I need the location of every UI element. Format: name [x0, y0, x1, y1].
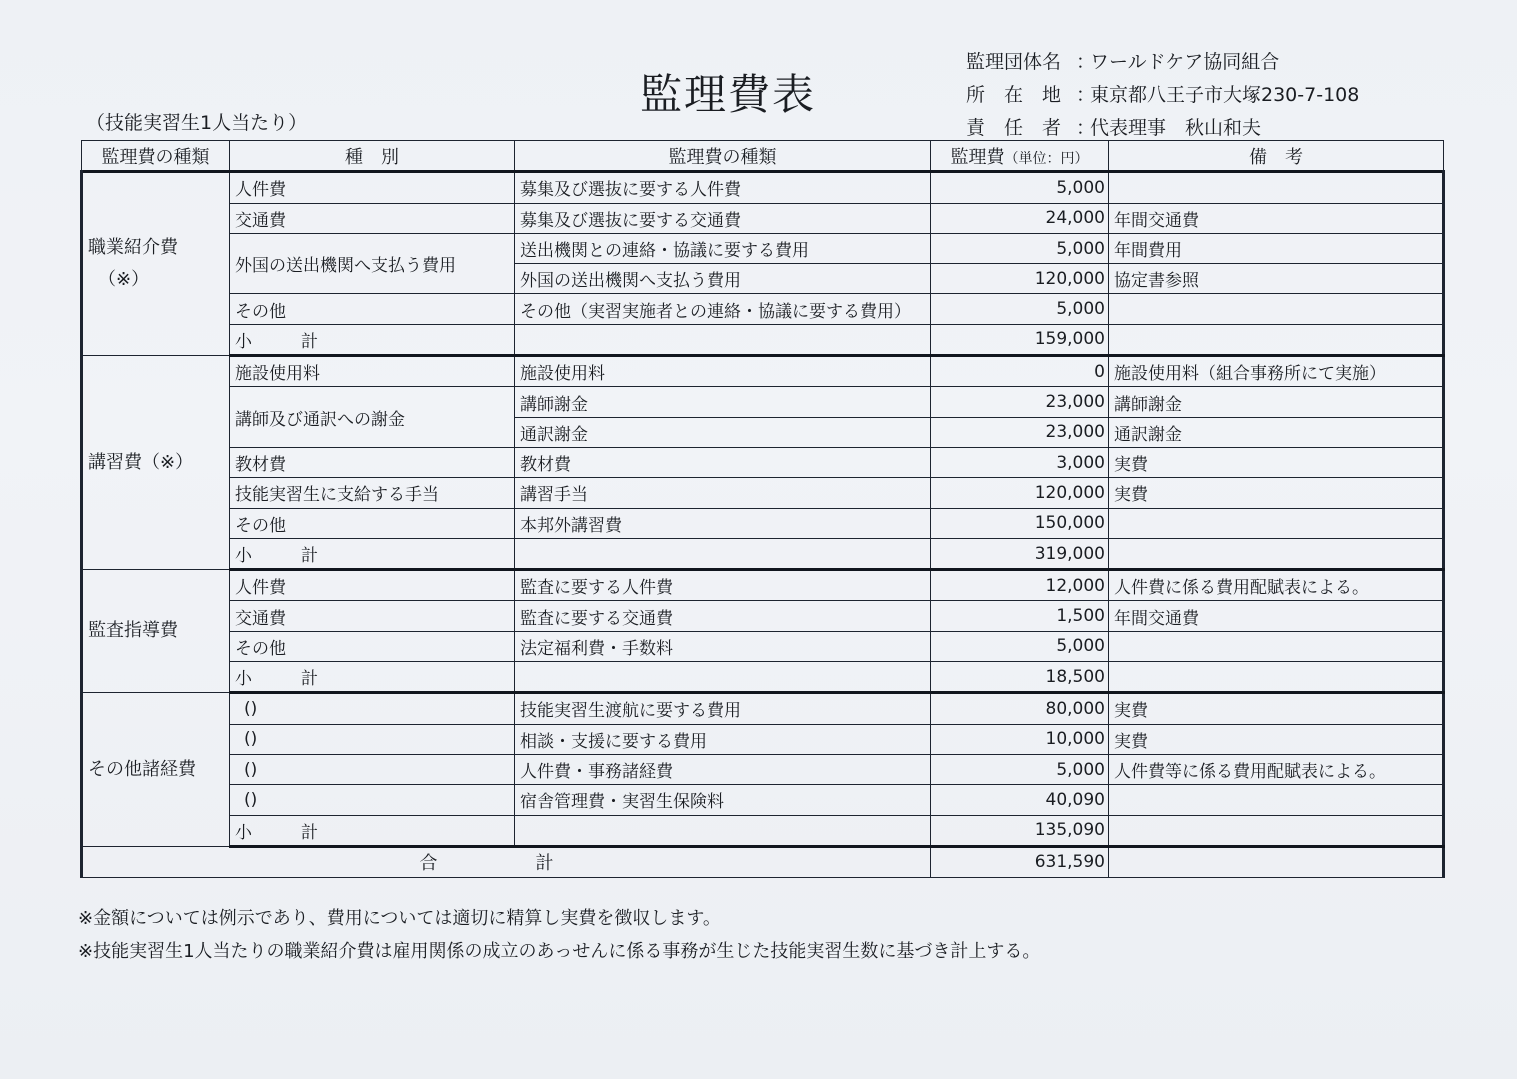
- org-name-label: 監理団体名: [966, 51, 1062, 73]
- amount-cell: 0: [931, 356, 1109, 387]
- amount-cell: 80,000: [931, 693, 1109, 724]
- detail-cell-empty: [515, 324, 931, 355]
- kind-cell: 技能実習生に支給する手当: [230, 478, 515, 508]
- detail-cell-empty: [515, 815, 931, 846]
- detail-cell: 施設使用料: [515, 356, 931, 387]
- org-name-row: [966, 46, 1359, 79]
- subtotal-label: 小 計: [230, 815, 515, 846]
- subtotal-label: 小 計: [230, 662, 515, 693]
- detail-cell: 人件費・事務諸経費: [515, 754, 931, 784]
- subtotal-label: 小 計: [230, 538, 515, 569]
- amount-cell: 120,000: [931, 264, 1109, 294]
- section-name-audit: 監査指導費: [82, 570, 230, 693]
- amount-cell: 23,000: [931, 387, 1109, 417]
- kind-cell: 交通費: [230, 203, 515, 233]
- kind-cell: (): [230, 724, 515, 754]
- kind-cell: その他: [230, 508, 515, 538]
- detail-cell: その他（実習実施者との連絡・協議に要する費用）: [515, 294, 931, 324]
- remarks-cell-empty: [1109, 324, 1444, 355]
- remarks-cell: 通訳謝金: [1109, 417, 1444, 447]
- org-address-row: [966, 79, 1359, 112]
- subtotal-amount: 18,500: [931, 662, 1109, 693]
- footnote: ※技能実習生1人当たりの職業紹介費は雇用関係の成立のあっせんに係る事務が生じた技能実習生数に基づき計上する。: [78, 941, 1041, 962]
- remarks-cell: 年間交通費: [1109, 601, 1444, 631]
- detail-cell: 本邦外講習費: [515, 508, 931, 538]
- org-address-colon: ：: [1076, 84, 1096, 106]
- subtotal-label: 小 計: [230, 324, 515, 355]
- remarks-cell: 年間交通費: [1109, 203, 1444, 233]
- remarks-cell: 人件費等に係る費用配賦表による。: [1109, 754, 1444, 784]
- table-row: [82, 601, 1444, 631]
- detail-cell: 監査に要する交通費: [515, 601, 931, 631]
- subtotal-row: [82, 815, 1444, 846]
- subtotal-row: [82, 662, 1444, 693]
- detail-cell: 法定福利費・手数料: [515, 631, 931, 661]
- total-row: [82, 846, 1444, 877]
- header-category: 監理費の種類: [82, 141, 230, 172]
- org-name-colon: ：: [1076, 51, 1096, 73]
- table-row: [82, 724, 1444, 754]
- amount-cell: 40,090: [931, 785, 1109, 815]
- kind-cell: (): [230, 693, 515, 724]
- detail-cell: 募集及び選抜に要する人件費: [515, 172, 931, 203]
- subtotal-row: [82, 324, 1444, 355]
- remarks-cell: 年間費用: [1109, 233, 1444, 263]
- footnotes: [78, 902, 1040, 968]
- document-title: 監理費表: [640, 70, 817, 119]
- fee-table: [80, 140, 1445, 878]
- remarks-cell-empty: [1109, 662, 1444, 693]
- table-row: [82, 631, 1444, 661]
- remarks-cell: [1109, 631, 1444, 661]
- amount-cell: 3,000: [931, 447, 1109, 477]
- amount-cell: 12,000: [931, 570, 1109, 601]
- section-name-line2: （※）: [98, 269, 150, 291]
- table-row: [82, 754, 1444, 784]
- detail-cell-empty: [515, 662, 931, 693]
- remarks-cell-empty: [1109, 538, 1444, 569]
- remarks-cell: 講師謝金: [1109, 387, 1444, 417]
- detail-cell: 外国の送出機関へ支払う費用: [515, 264, 931, 294]
- table-row: [82, 785, 1444, 815]
- amount-cell: 1,500: [931, 601, 1109, 631]
- section-name-job-placement: [82, 172, 230, 356]
- subtotal-amount: 319,000: [931, 538, 1109, 569]
- kind-cell: 人件費: [230, 172, 515, 203]
- table-row: [82, 233, 1444, 263]
- section-name-line1: 職業紹介費: [88, 237, 178, 259]
- detail-cell: 教材費: [515, 447, 931, 477]
- remarks-cell: 施設使用料（組合事務所にて実施）: [1109, 356, 1444, 387]
- kind-cell: 外国の送出機関へ支払う費用: [230, 233, 515, 294]
- amount-cell: 23,000: [931, 417, 1109, 447]
- detail-cell-empty: [515, 538, 931, 569]
- detail-cell: 送出機関との連絡・協議に要する費用: [515, 233, 931, 263]
- org-responsible-label: 責 任 者: [966, 117, 1062, 139]
- header-amount: [931, 141, 1109, 172]
- detail-cell: 通訳謝金: [515, 417, 931, 447]
- amount-cell: 5,000: [931, 172, 1109, 203]
- table-row: [82, 203, 1444, 233]
- header-amount-label: 監理費: [950, 146, 1005, 168]
- table-row: [82, 172, 1444, 203]
- remarks-cell: [1109, 172, 1444, 203]
- remarks-cell: [1109, 785, 1444, 815]
- subtotal-amount: 159,000: [931, 324, 1109, 355]
- header-kind: 種 別: [230, 141, 515, 172]
- kind-cell: 教材費: [230, 447, 515, 477]
- remarks-cell: [1109, 508, 1444, 538]
- document-subtitle: （技能実習生1人当たり）: [86, 112, 308, 134]
- section-name-training: 講習費（※）: [82, 356, 230, 570]
- remarks-cell: 実費: [1109, 447, 1444, 477]
- org-address-value: 東京都八王子市大塚230-7-108: [1090, 84, 1360, 106]
- footnote: ※金額については例示であり、費用については適切に精算し実費を徴収します。: [78, 908, 721, 929]
- total-label: 合 計: [82, 846, 931, 877]
- detail-cell: 監査に要する人件費: [515, 570, 931, 601]
- kind-cell: その他: [230, 294, 515, 324]
- detail-cell: 宿舎管理費・実習生保険料: [515, 785, 931, 815]
- remarks-cell: 実費: [1109, 478, 1444, 508]
- kind-cell: (): [230, 754, 515, 784]
- amount-cell: 10,000: [931, 724, 1109, 754]
- kind-cell: 講師及び通訳への謝金: [230, 387, 515, 448]
- kind-cell: 施設使用料: [230, 356, 515, 387]
- table-row: [82, 478, 1444, 508]
- subtotal-amount: 135,090: [931, 815, 1109, 846]
- header-amount-unit: （単位：円）: [1004, 150, 1089, 167]
- table-row: [82, 387, 1444, 417]
- remarks-cell-empty: [1109, 815, 1444, 846]
- kind-cell: (): [230, 785, 515, 815]
- kind-cell: 人件費: [230, 570, 515, 601]
- amount-cell: 24,000: [931, 203, 1109, 233]
- org-name-value: ワールドケア協同組合: [1090, 51, 1280, 73]
- detail-cell: 講師謝金: [515, 387, 931, 417]
- remarks-cell: [1109, 294, 1444, 324]
- amount-cell: 5,000: [931, 294, 1109, 324]
- remarks-cell: 協定書参照: [1109, 264, 1444, 294]
- table-row: [82, 447, 1444, 477]
- section-name-misc: その他諸経費: [82, 693, 230, 846]
- total-amount: 631,590: [931, 846, 1109, 877]
- subtotal-row: [82, 538, 1444, 569]
- remarks-cell: 実費: [1109, 724, 1444, 754]
- detail-cell: 相談・支援に要する費用: [515, 724, 931, 754]
- amount-cell: 5,000: [931, 754, 1109, 784]
- detail-cell: 講習手当: [515, 478, 931, 508]
- kind-cell: 交通費: [230, 601, 515, 631]
- detail-cell: 技能実習生渡航に要する費用: [515, 693, 931, 724]
- table-row: [82, 570, 1444, 601]
- table-row: [82, 356, 1444, 387]
- amount-cell: 150,000: [931, 508, 1109, 538]
- remarks-cell-empty: [1109, 846, 1444, 877]
- kind-cell: その他: [230, 631, 515, 661]
- table-row: [82, 693, 1444, 724]
- org-responsible-value: 代表理事 秋山和夫: [1090, 117, 1262, 139]
- table-row: [82, 294, 1444, 324]
- table-row: [82, 508, 1444, 538]
- org-address-label: 所 在 地: [966, 84, 1062, 106]
- table-header-row: [82, 141, 1444, 172]
- organization-info: [966, 46, 1359, 145]
- amount-cell: 5,000: [931, 233, 1109, 263]
- remarks-cell: 実費: [1109, 693, 1444, 724]
- org-responsible-colon: ：: [1076, 117, 1096, 139]
- header-detail: 監理費の種類: [515, 141, 931, 172]
- remarks-cell: 人件費に係る費用配賦表による。: [1109, 570, 1444, 601]
- header-remarks: 備 考: [1109, 141, 1444, 172]
- amount-cell: 120,000: [931, 478, 1109, 508]
- detail-cell: 募集及び選抜に要する交通費: [515, 203, 931, 233]
- amount-cell: 5,000: [931, 631, 1109, 661]
